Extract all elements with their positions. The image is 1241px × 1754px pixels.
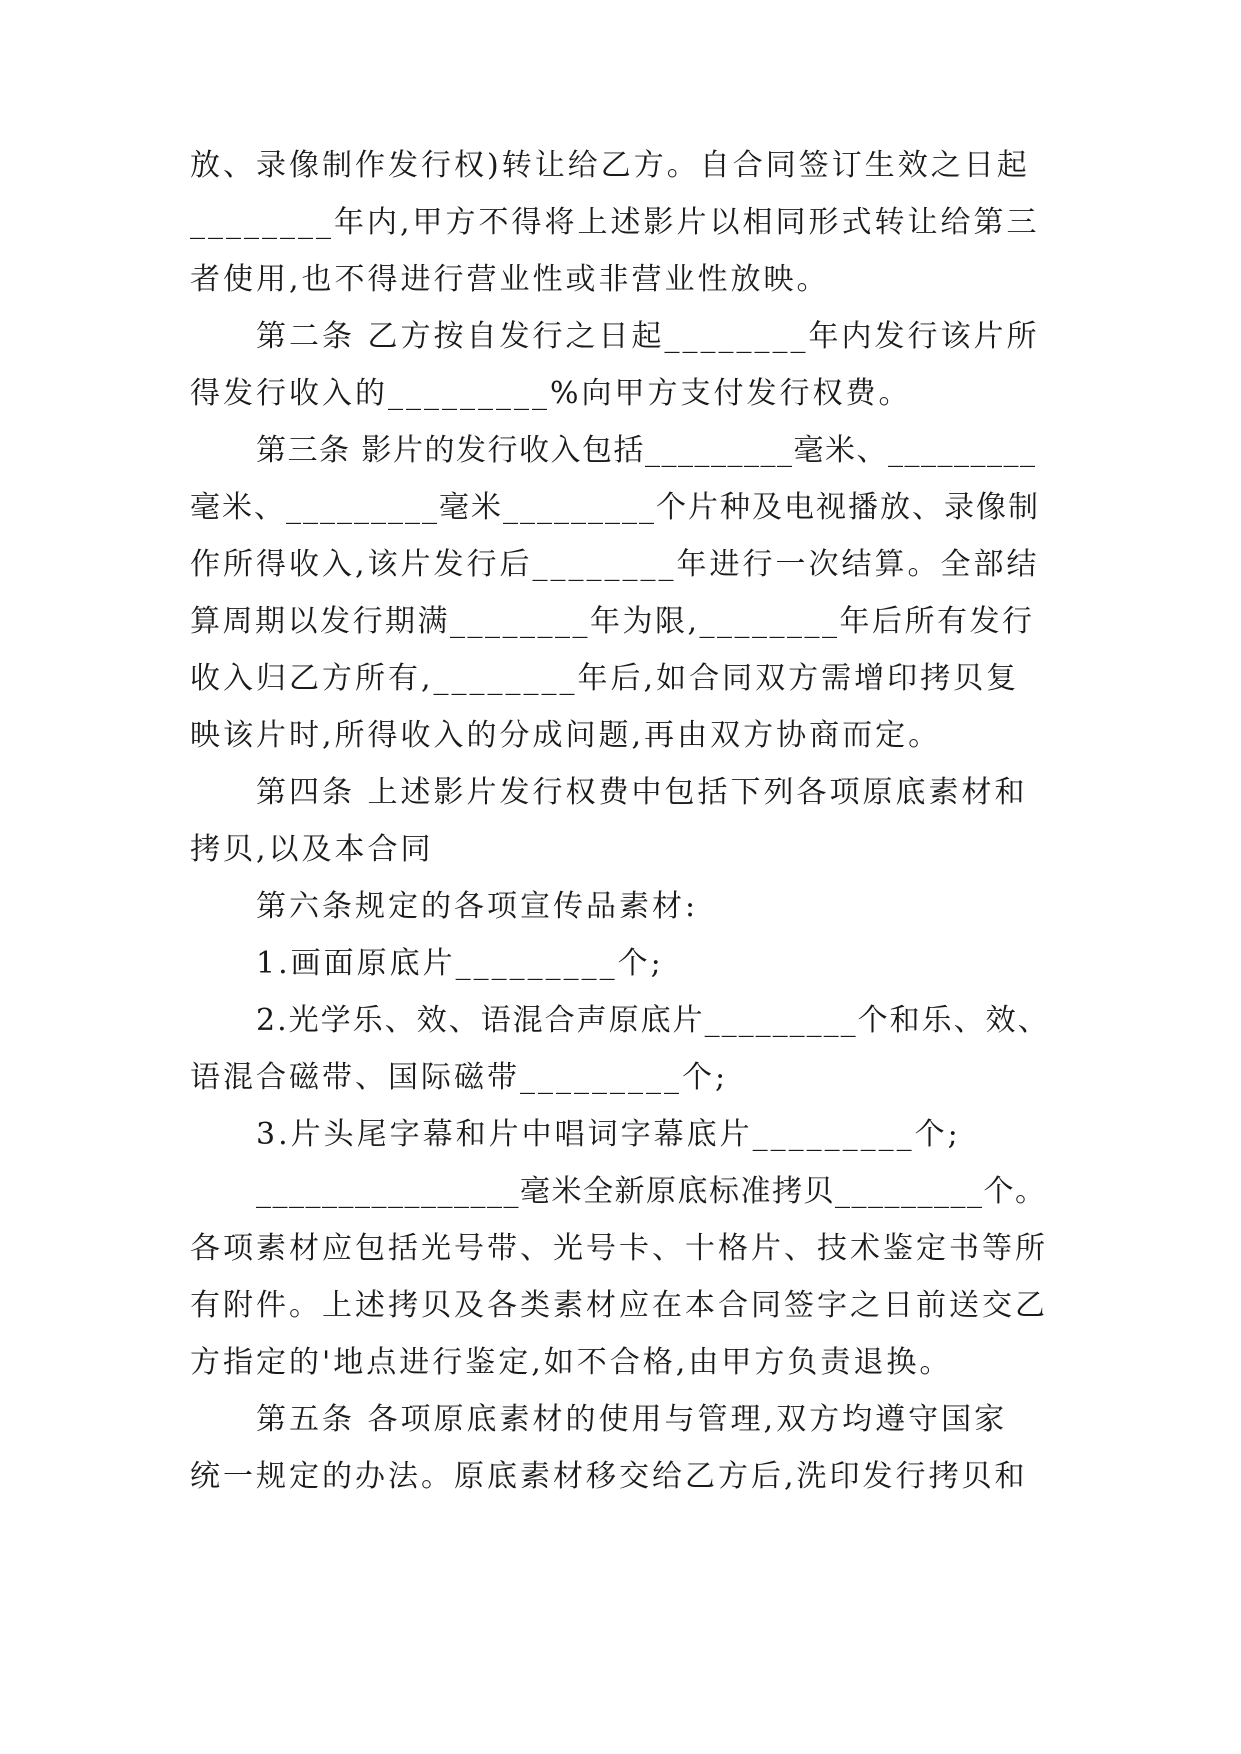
text-line: 算周期以发行期满________年为限,________年后所有发行: [190, 604, 1035, 639]
text-line: 2.光学乐、效、语混合声原底片_________个和乐、效、: [256, 1003, 1050, 1038]
text-line: 方指定的'地点进行鉴定,如不合格,由甲方负责退换。: [190, 1345, 953, 1380]
text-line: 统一规定的办法。原底素材移交给乙方后,洗印发行拷贝和: [190, 1459, 1028, 1494]
text-line: ________________毫米全新原底标准拷贝_________个。: [256, 1174, 1047, 1209]
text-line: 第五条 各项原底素材的使用与管理,双方均遵守国家: [256, 1402, 1008, 1437]
text-line: 作所得收入,该片发行后________年进行一次结算。全部结: [190, 547, 1040, 582]
text-line: 收入归乙方所有,________年后,如合同双方需增印拷贝复: [190, 661, 1020, 696]
text-line: 映该片时,所得收入的分成问题,再由双方协商而定。: [190, 718, 942, 753]
text-line: 第四条 上述影片发行权费中包括下列各项原底素材和: [256, 775, 1028, 810]
text-line: 语混合磁带、国际磁带_________个;: [190, 1060, 729, 1095]
text-line: 1.画面原底片_________个;: [256, 946, 664, 981]
text-line: 第三条 影片的发行收入包括_________毫米、_________: [256, 433, 1037, 468]
text-line: 有附件。上述拷贝及各类素材应在本合同签字之日前送交乙: [190, 1288, 1048, 1323]
text-line: 毫米、_________毫米_________个片种及电视播放、录像制: [190, 490, 1040, 525]
text-line: 第二条 乙方按自发行之日起________年内发行该片所: [256, 319, 1040, 354]
text-line: 第六条规定的各项宣传品素材:: [256, 889, 699, 924]
text-line: 者使用,也不得进行营业性或非营业性放映。: [190, 262, 830, 297]
text-line: ________年内,甲方不得将上述影片以相同形式转让给第三: [190, 205, 1040, 240]
text-line: 放、录像制作发行权)转让给乙方。自合同签订生效之日起: [190, 148, 1030, 183]
text-line: 3.片头尾字幕和片中唱词字幕底片_________个;: [256, 1117, 961, 1152]
text-line: 各项素材应包括光号带、光号卡、十格片、技术鉴定书等所: [190, 1231, 1048, 1266]
text-line: 拷贝,以及本合同: [190, 832, 434, 867]
text-line: 得发行收入的_________%向甲方支付发行权费。: [190, 376, 912, 411]
